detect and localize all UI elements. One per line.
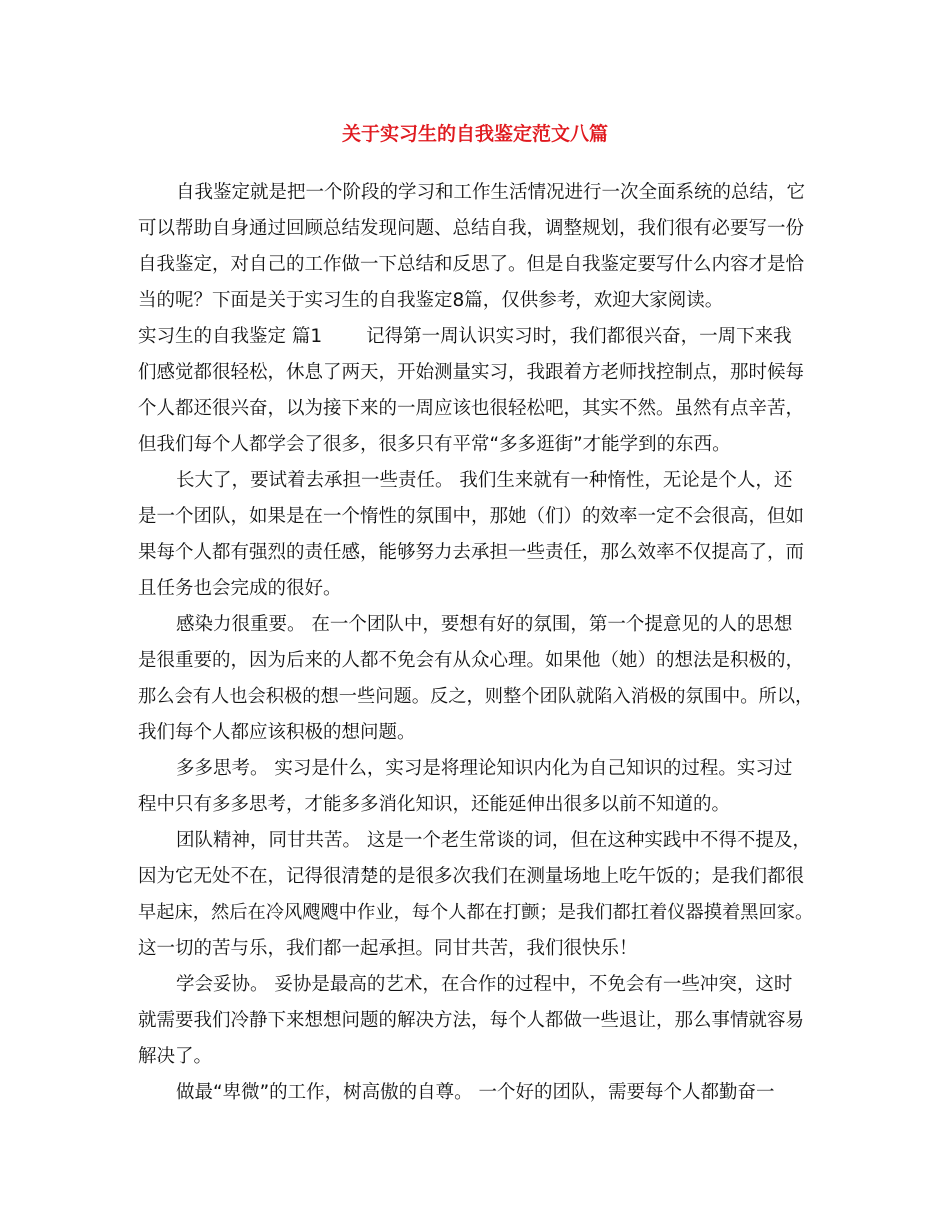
- paragraph-line: 记得第一周认识实习时，我们都很兴奋，一周下来我: [366, 326, 792, 347]
- paragraph-line: 当的呢？下面是关于实习生的自我鉴定8篇，仅供参考，欢迎大家阅读。: [138, 290, 724, 311]
- paragraph-line: 早起床，然后在冷风飕飕中作业，每个人都在打颤；是我们都扛着仪器摸着黑回家。: [138, 902, 814, 923]
- paragraph-line: 是一个团队，如果是在一个惰性的氛围中，那她（们）的效率一定不会很高，但如: [138, 506, 805, 527]
- paragraph-line: 自我鉴定就是把一个阶段的学习和工作生活情况进行一次全面系统的总结，它: [176, 182, 806, 203]
- paragraph-line: 因为它无处不在，记得很清楚的是很多次我们在测量场地上吃午饭的；是我们都很: [138, 866, 805, 887]
- paragraph-line: 就需要我们冷静下来想想问题的解决方法，每个人都做一些退让，那么事情就容易: [138, 1010, 805, 1031]
- paragraph-line: 多多思考。 实习是什么，实习是将理论知识内化为自己知识的过程。实习过: [176, 758, 793, 779]
- paragraph-line: 但我们每个人都学会了很多，很多只有平常“多多逛街”才能学到的东西。: [138, 434, 731, 455]
- paragraph-line: 那么会有人也会积极的想一些问题。反之，则整个团队就陷入消极的氛围中。所以，: [138, 686, 814, 707]
- paragraph-line: 们感觉都很轻松，休息了两天，开始测量实习，我跟着方老师找控制点，那时候每: [138, 362, 805, 383]
- paragraph-line: 学会妥协。 妥协是最高的艺术，在合作的过程中，不免会有一些冲突，这时: [176, 974, 793, 995]
- paragraph-line: 自我鉴定，对自己的工作做一下总结和反思了。但是自我鉴定要写什么内容才是恰: [138, 254, 805, 275]
- paragraph-line: 果每个人都有强烈的责任感，能够努力去承担一些责任，那么效率不仅提高了，而: [138, 542, 805, 563]
- paragraph-line: 解决了。: [138, 1046, 213, 1067]
- paragraph-line: 长大了，要试着去承担一些责任。 我们生来就有一种惰性，无论是个人，还: [176, 470, 793, 491]
- paragraph-line: 团队精神，同甘共苦。 这是一个老生常谈的词，但在这种实践中不得不提及，: [176, 830, 811, 851]
- paragraph-line: 这一切的苦与乐，我们都一起承担。同甘共苦，我们很快乐！: [138, 938, 638, 959]
- section-heading: 实习生的自我鉴定 篇1: [138, 326, 323, 347]
- paragraph-line: 是很重要的，因为后来的人都不免会有从众心理。如果他（她）的想法是积极的，: [138, 650, 805, 671]
- paragraph-line: 我们每个人都应该积极的想问题。: [138, 722, 416, 743]
- paragraph-line: 且任务也会完成的很好。: [138, 578, 342, 599]
- paragraph-line: 可以帮助自身通过回顾总结发现问题、总结自我，调整规划，我们很有必要写一份: [138, 218, 805, 239]
- section-heading-line: [138, 325, 818, 349]
- paragraph-line: 个人都还很兴奋，以为接下来的一周应该也很轻松吧，其实不然。虽然有点辛苦，: [138, 398, 805, 419]
- paragraph-line: 做最“卑微”的工作，树高傲的自尊。 一个好的团队，需要每个人都勤奋一: [176, 1082, 775, 1103]
- paragraph-line: 程中只有多多思考，才能多多消化知识，还能延伸出很多以前不知道的。: [138, 794, 731, 815]
- page-title: 关于实习生的自我鉴定范文八篇: [341, 123, 608, 145]
- paragraph-line: 感染力很重要。 在一个团队中，要想有好的氛围，第一个提意见的人的思想: [176, 614, 793, 635]
